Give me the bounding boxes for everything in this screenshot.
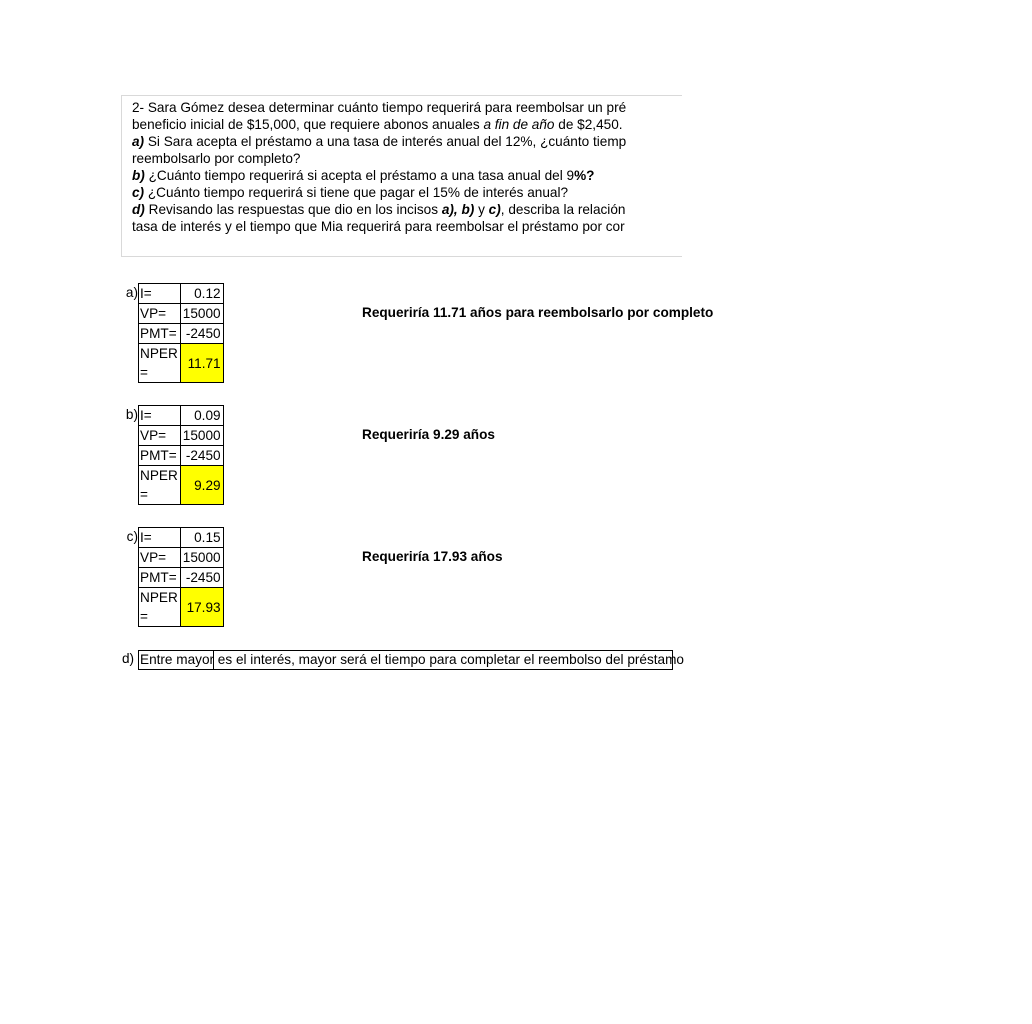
problem-statement-box bbox=[121, 95, 682, 257]
prompt-line-5 bbox=[132, 167, 1032, 184]
table-row bbox=[139, 588, 224, 627]
table-row bbox=[139, 324, 224, 344]
prompt-line-1 bbox=[132, 99, 1032, 116]
question-b-tag: b) bbox=[132, 168, 145, 183]
answer-a: Requeriría 11.71 años para reembolsarlo por completo bbox=[362, 305, 714, 320]
prompt-line-2-end: de $2,450. bbox=[554, 117, 623, 132]
table-row bbox=[139, 446, 224, 466]
cell-label-i[interactable]: I= bbox=[139, 406, 181, 426]
cell-label-nper[interactable]: NPER = bbox=[139, 588, 181, 627]
table-row bbox=[139, 528, 224, 548]
question-a-tag: a) bbox=[132, 134, 145, 149]
cell-value-pmt[interactable]: -2450 bbox=[180, 324, 223, 344]
table-row bbox=[139, 466, 224, 505]
question-d-text: Revisando las respuestas que dio en los incisos bbox=[144, 202, 442, 217]
question-a-continuation: reembolsarlo por completo? bbox=[132, 151, 301, 166]
question-b-text: ¿Cuánto tiempo requerirá si acepta el préstamo a una tasa anual del 9 bbox=[144, 168, 575, 183]
cell-label-i[interactable]: I= bbox=[139, 284, 181, 304]
answer-b: Requeriría 9.29 años bbox=[362, 427, 495, 442]
table-row bbox=[139, 406, 224, 426]
question-d-ref-a: a) bbox=[441, 202, 454, 217]
table-row bbox=[139, 426, 224, 446]
section-c-label: c) bbox=[126, 529, 138, 544]
cell-label-nper[interactable]: NPER = bbox=[139, 344, 181, 383]
prompt-line-1-text: 2- Sara Gómez desea determinar cuánto tiempo requerirá para reembolsar un pré bbox=[132, 100, 627, 115]
question-d-comma: , bbox=[453, 202, 462, 217]
cell-value-i[interactable]: 0.12 bbox=[180, 284, 223, 304]
cell-label-i[interactable]: I= bbox=[139, 528, 181, 548]
question-d-ref-c: c) bbox=[488, 202, 501, 217]
prompt-line-2-text: beneficio inicial de $15,000, que requiere abonos anuales bbox=[132, 117, 484, 132]
answer-c: Requeriría 17.93 años bbox=[362, 549, 503, 564]
cell-value-vp[interactable]: 15000 bbox=[180, 304, 223, 324]
question-a-text: Si Sara acepta el préstamo a una tasa de interés anual del 12%, ¿cuánto tiemp bbox=[144, 134, 627, 149]
table-row bbox=[139, 568, 224, 588]
cell-value-i[interactable]: 0.09 bbox=[180, 406, 223, 426]
prompt-line-6 bbox=[132, 184, 1032, 201]
table-row bbox=[139, 548, 224, 568]
table-row bbox=[139, 304, 224, 324]
question-c-tag: c) bbox=[132, 185, 145, 200]
question-d-continuation: tasa de interés y el tiempo que Mia requerirá para reembolsar el préstamo por cor bbox=[132, 219, 625, 234]
cell-value-vp[interactable]: 15000 bbox=[180, 548, 223, 568]
section-b-table bbox=[138, 405, 224, 505]
question-c-text: ¿Cuánto tiempo requerirá si tiene que pagar el 15% de interés anual? bbox=[144, 185, 569, 200]
problem-statement-text bbox=[132, 99, 1032, 235]
cell-value-nper[interactable]: 17.93 bbox=[180, 588, 223, 627]
table-row bbox=[139, 284, 224, 304]
section-d-text: Entre mayor es el interés, mayor será el tiempo para completar el reembolso del préstamo bbox=[140, 652, 684, 667]
cell-value-nper[interactable]: 11.71 bbox=[180, 344, 223, 383]
cell-value-nper[interactable]: 9.29 bbox=[180, 466, 223, 505]
cell-label-vp[interactable]: VP= bbox=[139, 304, 181, 324]
section-c-table bbox=[138, 527, 224, 627]
cell-label-pmt[interactable]: PMT= bbox=[139, 568, 181, 588]
cell-label-nper[interactable]: NPER = bbox=[139, 466, 181, 505]
prompt-line-7 bbox=[132, 201, 1032, 218]
section-a-label: a) bbox=[125, 285, 138, 300]
question-d-tag: d) bbox=[132, 202, 145, 217]
cell-value-i[interactable]: 0.15 bbox=[180, 528, 223, 548]
question-d-end: , describa la relación bbox=[500, 202, 626, 217]
prompt-line-2 bbox=[132, 116, 1032, 133]
cell-label-vp[interactable]: VP= bbox=[139, 548, 181, 568]
section-a-table bbox=[138, 283, 224, 383]
section-d-cell[interactable] bbox=[138, 650, 684, 670]
cell-value-pmt[interactable]: -2450 bbox=[180, 568, 223, 588]
prompt-line-8 bbox=[132, 218, 1032, 235]
cell-value-pmt[interactable]: -2450 bbox=[180, 446, 223, 466]
question-d-and: y bbox=[474, 202, 489, 217]
prompt-line-3 bbox=[132, 133, 1032, 150]
cell-value-vp[interactable]: 15000 bbox=[180, 426, 223, 446]
section-d-label: d) bbox=[122, 651, 135, 666]
cell-label-vp[interactable]: VP= bbox=[139, 426, 181, 446]
question-d-ref-b: b) bbox=[461, 202, 475, 217]
section-b-label: b) bbox=[125, 407, 138, 422]
cell-label-pmt[interactable]: PMT= bbox=[139, 324, 181, 344]
question-b-bold: %? bbox=[574, 168, 595, 183]
cell-label-pmt[interactable]: PMT= bbox=[139, 446, 181, 466]
prompt-line-4 bbox=[132, 150, 1032, 167]
prompt-line-2-italic: a fin de año bbox=[483, 117, 555, 132]
table-row bbox=[139, 344, 224, 383]
